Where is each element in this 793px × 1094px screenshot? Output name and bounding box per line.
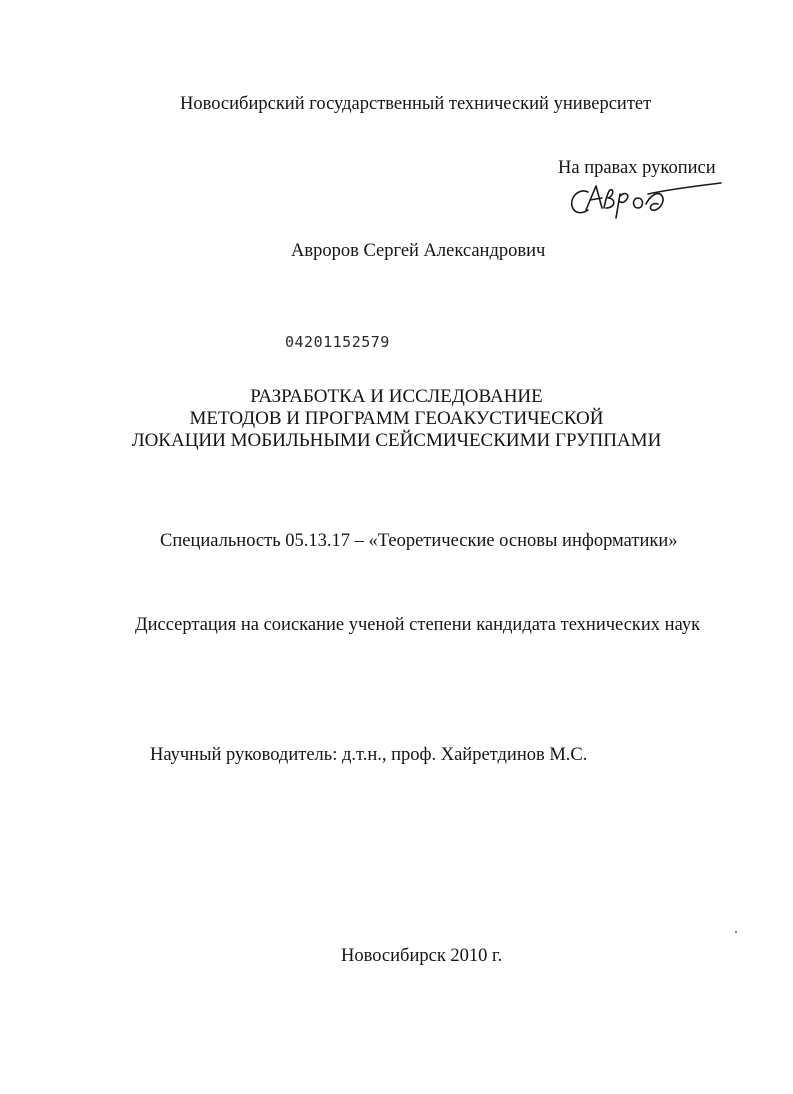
dissertation-degree-line: Диссертация на соискание ученой степени кандидата технических наук: [135, 615, 701, 635]
scan-speck: [735, 931, 737, 933]
city-year: Новосибирск 2010 г.: [341, 946, 503, 966]
handwritten-signature: [566, 178, 726, 222]
supervisor-line: Научный руководитель: д.т.н., проф. Хайретдинов М.С.: [150, 745, 588, 765]
registration-code: 04201152579: [285, 333, 390, 351]
specialty-line: Специальность 05.13.17 – «Теоретические основы информатики»: [160, 531, 678, 551]
author-name: Авроров Сергей Александрович: [291, 241, 546, 261]
title-line: ЛОКАЦИИ МОБИЛЬНЫМИ СЕЙСМИЧЕСКИМИ ГРУППАМИ: [131, 430, 662, 451]
manuscript-rights-label: На правах рукописи: [558, 158, 716, 178]
dissertation-title: [0, 386, 793, 452]
title-line: МЕТОДОВ И ПРОГРАММ ГЕОАКУСТИЧЕСКОЙ: [189, 408, 604, 429]
title-line: РАЗРАБОТКА И ИССЛЕДОВАНИЕ: [250, 386, 543, 407]
university-name: Новосибирский государственный технический университет: [180, 94, 652, 114]
